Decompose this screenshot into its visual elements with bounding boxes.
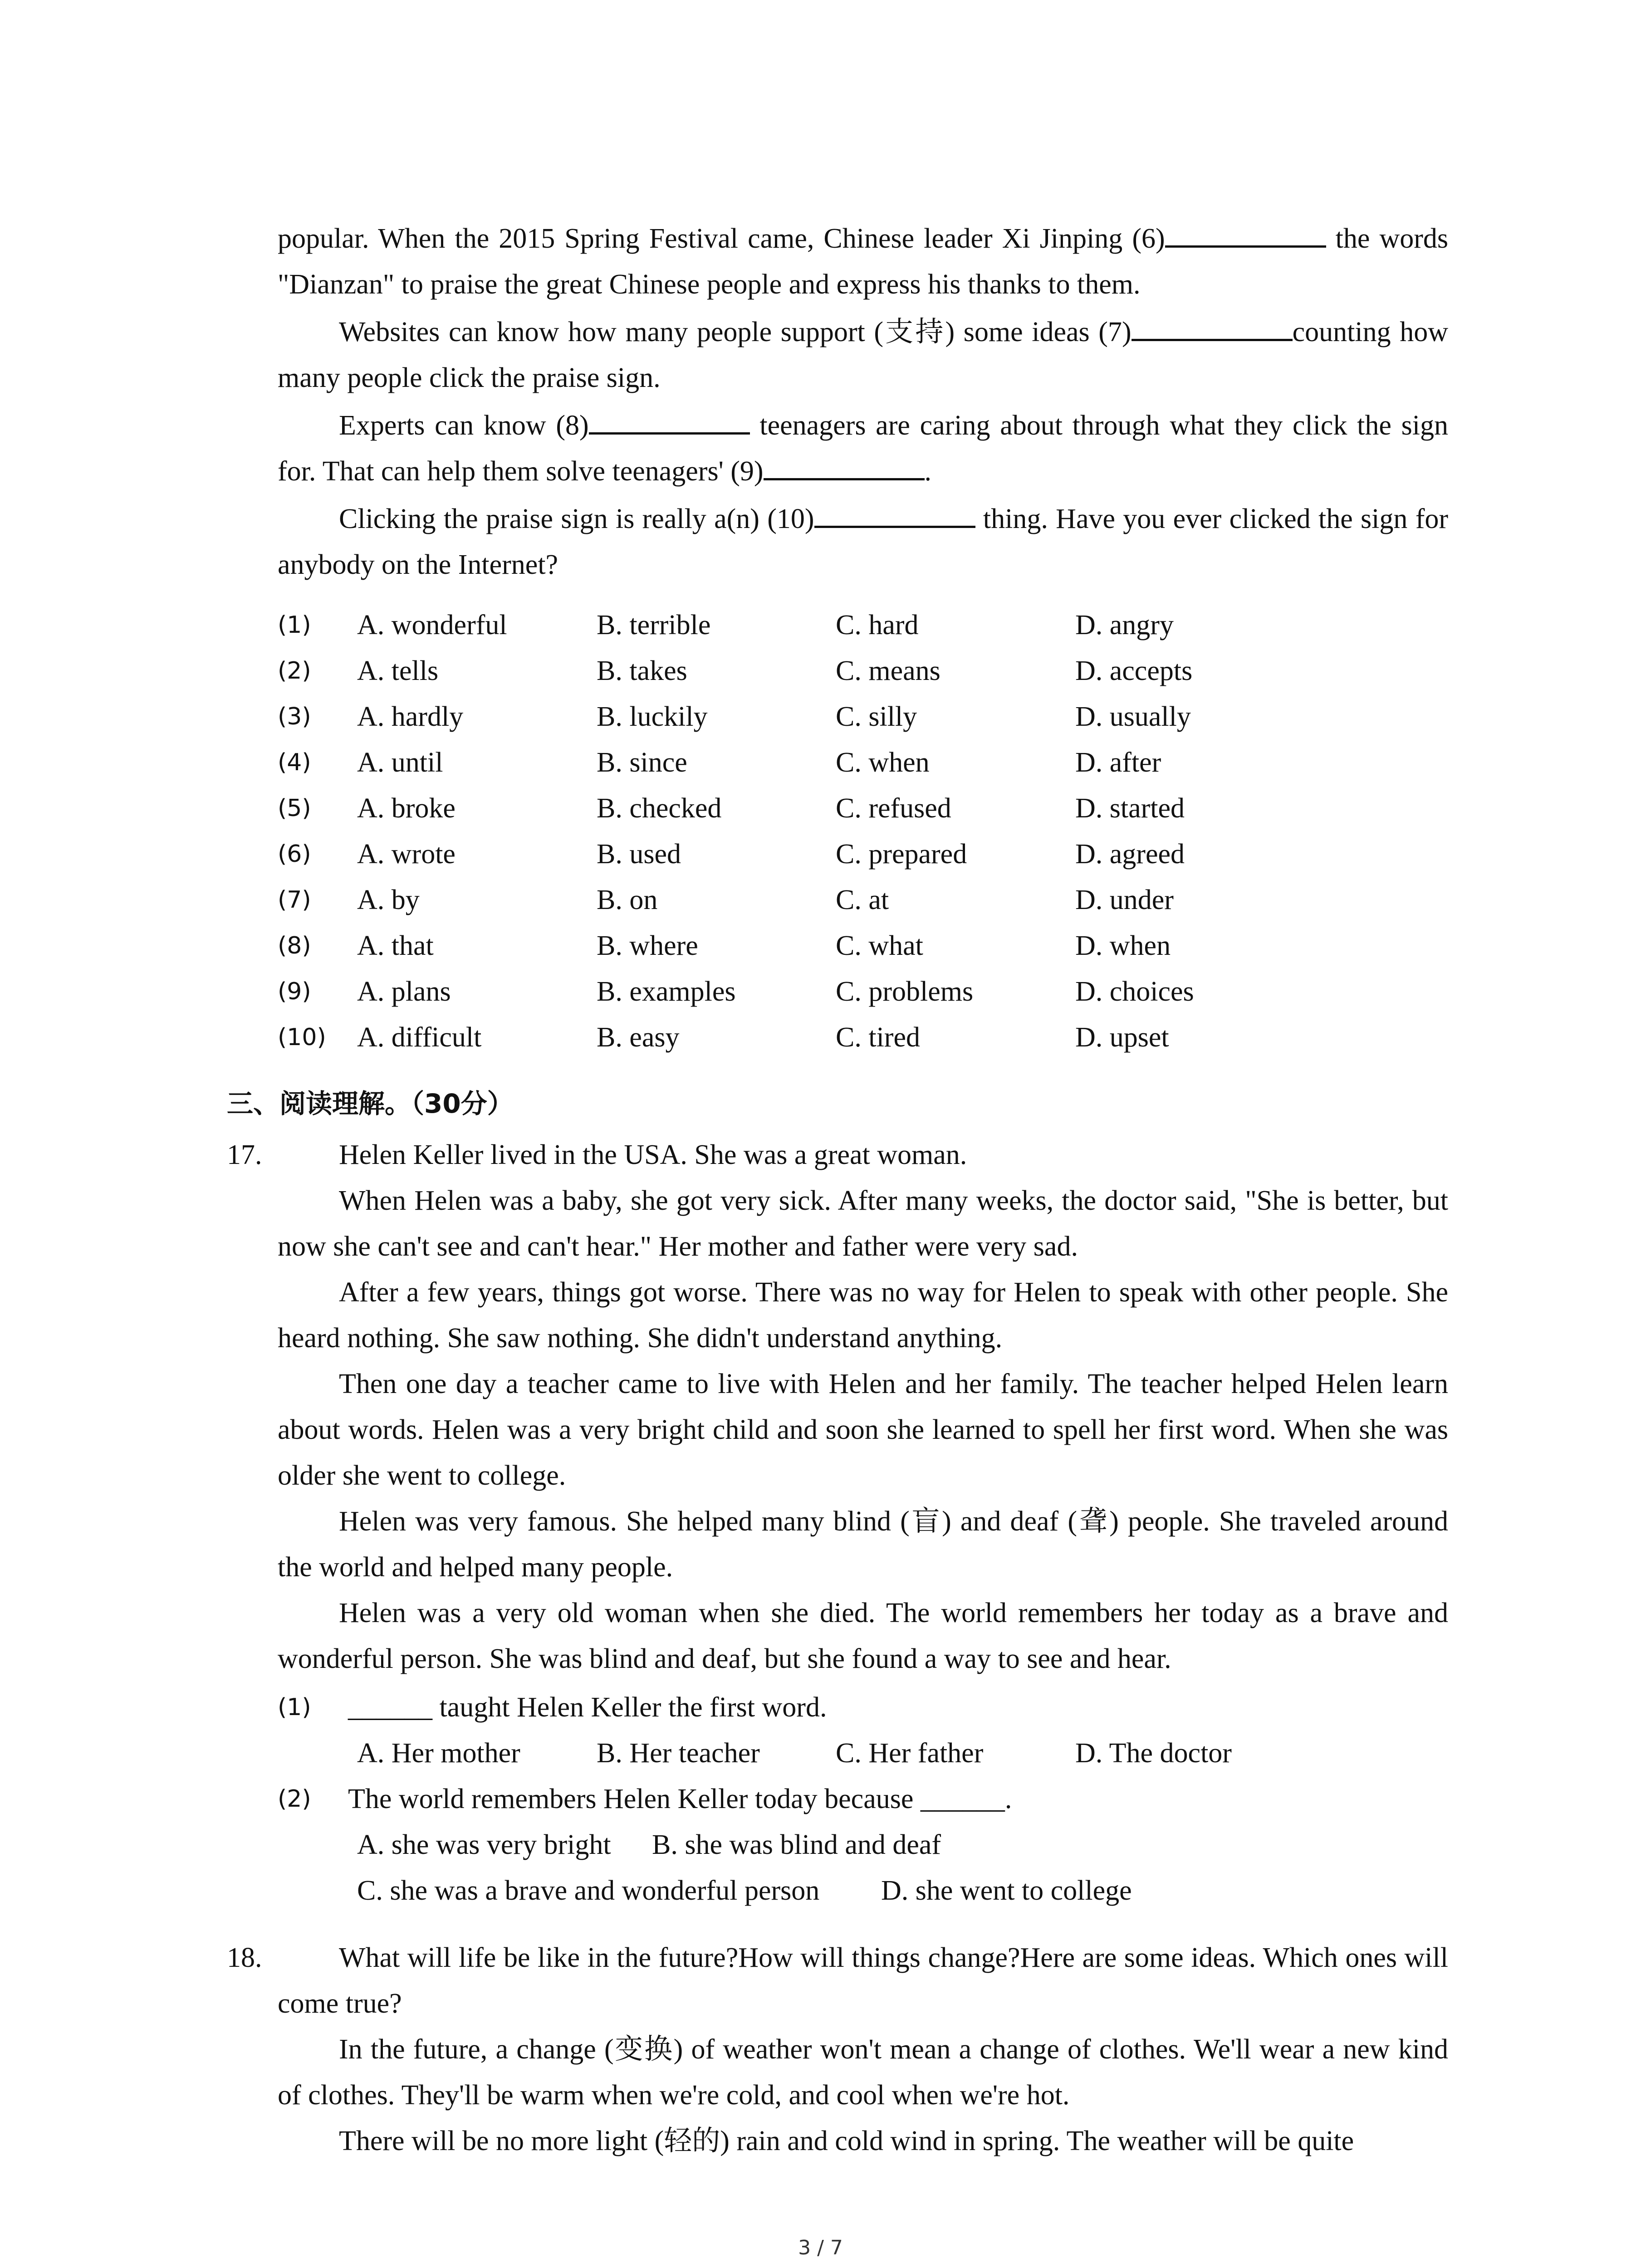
option-b[interactable]: B. on: [597, 885, 658, 915]
option-b[interactable]: B. since: [597, 747, 687, 778]
passage-paragraph: What will life be like in the future?How will things change?Here are some ideas. Which ones will come true?: [278, 1942, 1448, 2019]
cloze-text: teenagers are caring about through what they click the sign for. That can help them solve teenagers' (9): [278, 410, 1448, 487]
option-d[interactable]: D. when: [1075, 930, 1171, 961]
cloze-paragraph-2: [278, 309, 1448, 401]
sub-question-stem: The world remembers Helen Keller today because ______.: [348, 1784, 1012, 1814]
passage-paragraph: When Helen was a baby, she got very sick. After many weeks, the doctor said, "She is better, but now she can't see and can't hear." Her mother and father were very sad.: [278, 1185, 1448, 1262]
section-heading: 三、阅读理解。（30分）: [227, 1088, 514, 1119]
option-row-6: [278, 831, 1448, 877]
question-number: (5): [278, 795, 311, 822]
option-d[interactable]: D. she went to college: [881, 1875, 1132, 1906]
passage-paragraph: After a few years, things got worse. There was no way for Helen to speak with other people. She heard nothing. She saw nothing. She didn't understand anything.: [278, 1277, 1448, 1354]
cloze-text: the words "Dianzan" to praise the great Chinese people and express his thanks to them.: [278, 223, 1448, 300]
option-row-2: [278, 648, 1448, 694]
option-row-5: [278, 786, 1448, 831]
option-row-3: [278, 694, 1448, 740]
question-number: (3): [278, 703, 311, 730]
sub-question-stem: ______ taught Helen Keller the first word.: [348, 1692, 827, 1723]
question-number: (6): [278, 841, 311, 868]
passage-paragraph: Helen was very famous. She helped many blind (盲) and deaf (聋) people. She traveled around the world and helped many people.: [278, 1506, 1448, 1583]
page-number: 3 / 7: [798, 2236, 843, 2259]
answer-blank-7[interactable]: [1132, 313, 1293, 341]
option-row-4: [278, 740, 1448, 786]
cloze-paragraph-4: [278, 496, 1448, 588]
passage-paragraph: There will be no more light (轻的) rain and cold wind in spring. The weather will be quite: [339, 2126, 1354, 2156]
option-c[interactable]: C. when: [836, 747, 930, 778]
question-number: (2): [278, 657, 311, 684]
option-a[interactable]: A. wrote: [357, 839, 456, 870]
sub-question-2-options-row-1: [278, 1822, 1448, 1868]
option-d[interactable]: D. after: [1075, 747, 1161, 778]
option-a[interactable]: A. difficult: [357, 1022, 482, 1053]
cloze-text: .: [924, 456, 932, 487]
option-d[interactable]: D. agreed: [1075, 839, 1185, 870]
option-d[interactable]: D. accepts: [1075, 655, 1193, 686]
sub-question-1-options: [278, 1730, 1448, 1776]
cloze-passage: [278, 216, 1448, 588]
option-a[interactable]: A. wonderful: [357, 610, 507, 640]
option-b[interactable]: B. checked: [597, 793, 722, 824]
option-b[interactable]: B. takes: [597, 655, 687, 686]
option-c[interactable]: C. Her father: [836, 1738, 984, 1769]
option-d[interactable]: D. choices: [1075, 976, 1194, 1007]
option-row-8: [278, 923, 1448, 969]
option-c[interactable]: C. silly: [836, 701, 917, 732]
sub-question-2: [278, 1776, 1448, 1822]
option-row-1: [278, 602, 1448, 648]
cloze-text: thing. Have you ever clicked the sign for anybody on the Internet?: [278, 503, 1449, 580]
question-number: (10): [278, 1024, 326, 1051]
cloze-text: counting how many people click the praise sign.: [278, 317, 1448, 393]
passage-paragraph: In the future, a change (变换) of weather won't mean a change of clothes. We'll wear a new kind of clothes. They'll be warm when we're cold, and cool when we're hot.: [278, 2034, 1448, 2111]
option-b[interactable]: B. terrible: [597, 610, 711, 640]
answer-blank-8[interactable]: [589, 407, 750, 435]
option-d[interactable]: D. usually: [1075, 701, 1191, 732]
question-17-items: [278, 1685, 1448, 1914]
cloze-text: Experts can know (8): [339, 410, 589, 441]
option-b[interactable]: B. she was blind and deaf: [652, 1829, 941, 1860]
option-b[interactable]: B. examples: [597, 976, 736, 1007]
option-a[interactable]: A. until: [357, 747, 443, 778]
option-d[interactable]: D. under: [1075, 885, 1174, 915]
option-c[interactable]: C. prepared: [836, 839, 967, 870]
sub-question-number: (1): [278, 1694, 311, 1721]
option-c[interactable]: C. means: [836, 655, 941, 686]
option-c[interactable]: C. at: [836, 885, 889, 915]
answer-blank-6[interactable]: [1165, 220, 1326, 248]
question-number-18: 18.: [227, 1942, 262, 1973]
option-c[interactable]: C. she was a brave and wonderful person: [357, 1875, 820, 1906]
answer-blank-9[interactable]: [764, 453, 925, 480]
option-c[interactable]: C. tired: [836, 1022, 920, 1053]
option-b[interactable]: B. used: [597, 839, 681, 870]
option-b[interactable]: B. Her teacher: [597, 1738, 760, 1769]
option-a[interactable]: A. she was very bright: [357, 1829, 611, 1860]
question-number-17: 17.: [227, 1139, 262, 1170]
option-a[interactable]: A. that: [357, 930, 434, 961]
sub-question-number: (2): [278, 1785, 311, 1813]
passage-paragraph: Helen was a very old woman when she died. The world remembers her today as a brave and wonderful person. She was blind and deaf, but she found a way to see and hear.: [278, 1598, 1448, 1674]
question-number: (7): [278, 886, 311, 914]
sub-question-2-options-row-2: [278, 1868, 1448, 1914]
option-c[interactable]: C. hard: [836, 610, 919, 640]
option-b[interactable]: B. where: [597, 930, 698, 961]
cloze-text: Websites can know how many people support (支持) some ideas (7): [339, 317, 1132, 347]
sub-question-1: [278, 1685, 1448, 1730]
answer-blank-10[interactable]: [814, 500, 975, 528]
option-c[interactable]: C. refused: [836, 793, 951, 824]
option-row-7: [278, 877, 1448, 923]
passage-17: [278, 1132, 1448, 1682]
question-number: (9): [278, 978, 311, 1005]
option-d[interactable]: D. The doctor: [1075, 1738, 1232, 1769]
cloze-paragraph-1: [278, 216, 1448, 308]
option-a[interactable]: A. broke: [357, 793, 456, 824]
cloze-text: popular. When the 2015 Spring Festival came, Chinese leader Xi Jinping (6): [278, 223, 1165, 254]
option-a[interactable]: A. tells: [357, 655, 439, 686]
option-d[interactable]: D. angry: [1075, 610, 1174, 640]
option-d[interactable]: D. upset: [1075, 1022, 1169, 1053]
cloze-options: [278, 602, 1448, 1061]
option-row-9: [278, 969, 1448, 1015]
option-b[interactable]: B. luckily: [597, 701, 708, 732]
question-number: (1): [278, 611, 311, 639]
cloze-paragraph-3: [278, 403, 1448, 494]
question-number: (8): [278, 932, 311, 959]
option-c[interactable]: C. what: [836, 930, 923, 961]
option-a[interactable]: A. hardly: [357, 701, 464, 732]
option-d[interactable]: D. started: [1075, 793, 1185, 824]
option-a[interactable]: A. by: [357, 885, 420, 915]
passage-paragraph: Helen Keller lived in the USA. She was a great woman.: [339, 1139, 967, 1170]
cloze-text: Clicking the praise sign is really a(n) (10): [339, 503, 814, 534]
option-row-10: [278, 1015, 1448, 1061]
option-a[interactable]: A. Her mother: [357, 1738, 520, 1769]
option-c[interactable]: C. problems: [836, 976, 974, 1007]
option-a[interactable]: A. plans: [357, 976, 451, 1007]
option-b[interactable]: B. easy: [597, 1022, 680, 1053]
passage-paragraph: Then one day a teacher came to live with Helen and her family. The teacher helped Helen learn about words. Helen was a very bright child and soon she learned to spell her first word. When she was older she went to college.: [278, 1369, 1448, 1491]
passage-18: [278, 1935, 1448, 2164]
question-number: (4): [278, 749, 311, 776]
